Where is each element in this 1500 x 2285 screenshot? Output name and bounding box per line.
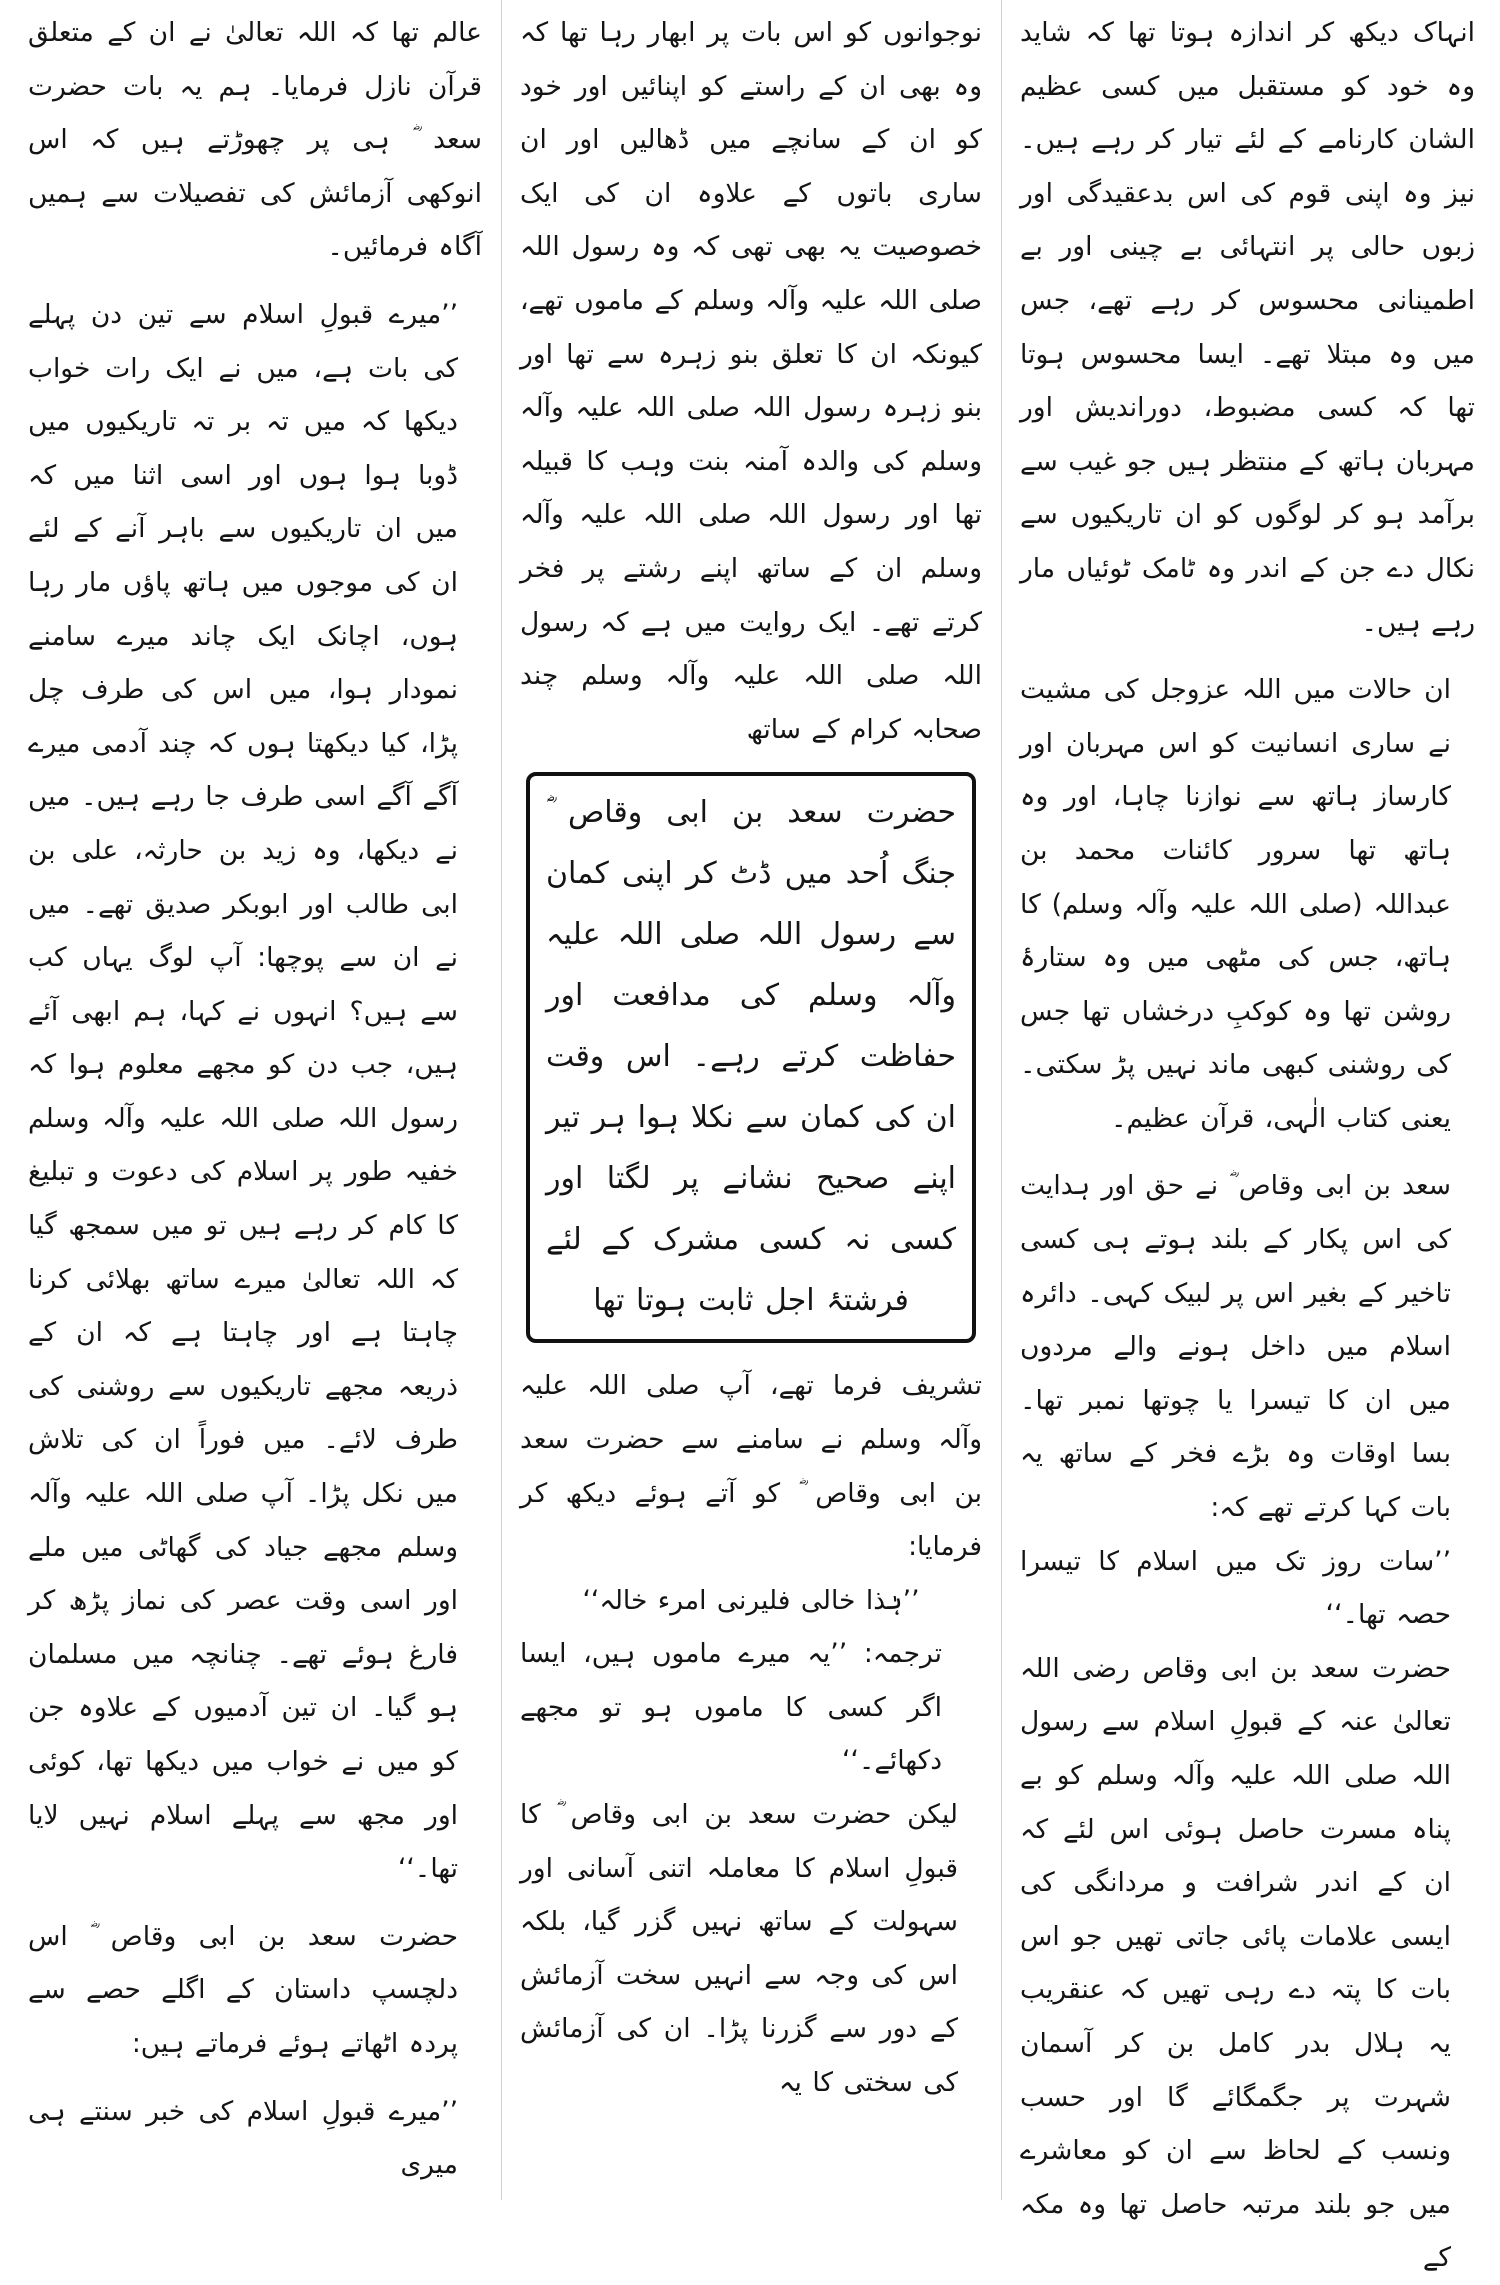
- quote: ’’میرے قبولِ اسلام کی خبر سنتے ہی میری: [28, 2095, 458, 2181]
- pull-quote-text: حضرت سعد بن ابی وقاص ؓ جنگ اُحد میں ڈٹ کر اپنی کمان سے رسول اللہ صلی اللہ علیہ وآلہ وسلم کی مدافعت اور حفاظت کرتے رہے۔ اس وقت ان کی کمان سے نکلا ہوا ہر تیر اپنے صحیح نشانے پر لگتا اور کسی نہ کسی مشرک کے لئے فرشتۂ اجل ثابت ہوتا تھا: [546, 795, 956, 1319]
- paragraph: نوجوانوں کو اس بات پر ابھار رہا تھا کہ وہ بھی ان کے راستے کو اپنائیں اور خود کو ان کے سانچے میں ڈھالیں اور ان ساری باتوں کے علاوہ ان کی ایک خصوصیت یہ بھی تھی کہ وہ رسول اللہ صلی اللہ علیہ وآلہ وسلم کے ماموں تھے، کیونکہ ان کا تعلق بنو زہرہ سے تھا اور بنو زہرہ رسول اللہ صلی اللہ علیہ وآلہ وسلم کی والدہ آمنہ بنت وہب کا قبیلہ تھا اور رسول اللہ صلی اللہ علیہ وآلہ وسلم ان کے ساتھ اپنے رشتے پر فخر کرتے تھے۔ ایک روایت میں ہے کہ رسول اللہ صلی اللہ علیہ وآلہ وسلم چند صحابہ کرام کے ساتھ: [520, 17, 982, 745]
- paragraph: انہاک دیکھ کر اندازہ ہوتا تھا کہ شاید وہ خود کو مستقبل میں کسی عظیم الشان کارنامے کے لئے تیار کر رہے ہیں۔ نیز وہ اپنی قوم کی اس بدعقیدگی اور زبوں حالی پر انتہائی بے چینی اور بے اطمینانی محسوس کر رہے تھے، جس میں وہ مبتلا تھے۔ ایسا محسوس ہوتا تھا کہ کسی مضبوط، دوراندیش اور مہربان ہاتھ کے منتظر ہیں جو غیب سے برآمد ہو کر لوگوں کو ان تاریکیوں سے نکال دے جن کے اندر وہ ٹامک ٹوئیاں مار رہے ہیں۔: [1020, 17, 1475, 638]
- quote: ’’سات روز تک میں اسلام کا تیسرا حصہ تھا۔‘‘: [1020, 1545, 1451, 1631]
- paragraph: حضرت سعد بن ابی وقاص رضی اللہ تعالیٰ عنہ کے قبولِ اسلام سے رسول اللہ صلی اللہ علیہ وآلہ وسلم کو بے پناہ مسرت حاصل ہوئی اس لئے کہ ان کے اندر شرافت و مردانگی کی ایسی علامات پائی جاتی تھیں جو اس بات کا پتہ دے رہی تھیں کہ عنقریب یہ ہلال بدر کامل بن کر آسمان شہرت پر جگمگائے گا اور حسب ونسب کے لحاظ سے ان کو معاشرے میں جو بلند مرتبہ حاصل تھا وہ مکہ کے: [1020, 1652, 1451, 2274]
- quote: ’’میرے قبولِ اسلام سے تین دن پہلے کی بات ہے، میں نے ایک رات خواب دیکھا کہ میں تہ بر تہ تاریکیوں میں ڈوبا ہوا ہوں اور اسی اثنا میں کہ میں ان تاریکیوں سے باہر آنے کے لئے ان کی موجوں میں ہاتھ پاؤں مار رہا ہوں، اچانک ایک چاند میرے سامنے نمودار ہوا، میں اس کی طرف چل پڑا، کیا دیکھتا ہوں کہ چند آدمی میرے آگے آگے اسی طرف جا رہے ہیں۔ میں نے دیکھا، وہ زید بن حارثہ، علی بن ابی طالب اور ابوبکر صدیق تھے۔ میں نے ان سے پوچھا: آپ لوگ یہاں کب سے ہیں؟ انہوں نے کہا، ہم ابھی آئے ہیں، جب دن کو مجھے معلوم ہوا کہ رسول اللہ صلی اللہ علیہ وآلہ وسلم خفیہ طور پر اسلام کی دعوت و تبلیغ کا کام کر رہے ہیں تو میں سمجھ گیا کہ اللہ تعالیٰ میرے ساتھ بھلائی کرنا چاہتا ہے اور چاہتا ہے کہ ان کے ذریعہ مجھے تاریکیوں سے روشنی کی طرف لائے۔ میں فوراً ان کی تلاش میں نکل پڑا۔ آپ صلی اللہ علیہ وآلہ وسلم مجھے جیاد کی گھاٹی میں ملے اور اسی وقت عصر کی نماز پڑھ کر فارغ ہوئے تھے۔ چنانچہ میں مسلمان ہو گیا۔ ان تین آدمیوں کے علاوہ جن کو میں نے خواب میں دیکھا تھا، کوئی اور مجھ سے پہلے اسلام نہیں لایا تھا۔‘‘: [28, 298, 458, 1885]
- article-column-right: [1020, 6, 1475, 2285]
- article-column-left: [28, 6, 482, 2192]
- paragraph: حضرت سعد بن ابی وقاص ؓ اس دلچسپ داستان کے اگلے حصے سے پردہ اٹھاتے ہوئے فرماتے ہیں:: [28, 1920, 458, 2059]
- column-divider: [1001, 0, 1002, 2200]
- paragraph: لیکن حضرت سعد بن ابی وقاص ؓ کا قبولِ اسلام کا معاملہ اتنی آسانی اور سہولت کے ساتھ نہیں گزر گیا، بلکہ اس کی وجہ سے انہیں سخت آزمائش کے دور سے گزرنا پڑا۔ ان کی آزمائش کی سختی کا یہ: [520, 1799, 958, 2099]
- paragraph: ان حالات میں اللہ عزوجل کی مشیت نے ساری انسانیت کو اس مہربان اور کارساز ہاتھ سے نوازنا چاہا، اور وہ ہاتھ تھا سرور کائنات محمد بن عبداللہ (صلی اللہ علیہ وآلہ وسلم) کا ہاتھ، جس کی مٹھی میں وہ ستارۂ روشن تھا وہ کوکبِ درخشاں تھا جس کی روشنی کبھی ماند نہیں پڑ سکتی۔ یعنی کتاب الٰہی، قرآن عظیم۔: [1020, 674, 1451, 1134]
- column-divider: [501, 0, 502, 2200]
- paragraph: عالم تھا کہ اللہ تعالیٰ نے ان کے متعلق قرآن نازل فرمایا۔ ہم یہ بات حضرت سعد ؓ ہی پر چھوڑتے ہیں کہ اس انوکھی آزمائش کی تفصیلات سے ہمیں آگاہ فرمائیں۔: [28, 17, 482, 263]
- pull-quote-box: [526, 772, 976, 1343]
- arabic-hadith: ’’ہٰذا خالی فلیرنی امرء خالہ‘‘: [582, 1584, 920, 1616]
- translation: ترجمہ: ’’یہ میرے ماموں ہیں، ایسا اگر کسی کا ماموں ہو تو مجھے دکھائے۔‘‘: [520, 1638, 942, 1777]
- article-column-middle: [520, 6, 982, 2110]
- paragraph: تشریف فرما تھے، آپ صلی اللہ علیہ وآلہ وسلم نے سامنے سے حضرت سعد بن ابی وقاص ؓ کو آتے ہوئے دیکھ کر فرمایا:: [520, 1370, 982, 1563]
- paragraph: سعد بن ابی وقاص ؓ نے حق اور ہدایت کی اس پکار کے بلند ہوتے ہی کسی تاخیر کے بغیر اس پر لبیک کہی۔ دائرہ اسلام میں داخل ہونے والے مردوں میں ان کا تیسرا یا چوتھا نمبر تھا۔ بسا اوقات وہ بڑے فخر کے ساتھ یہ بات کہا کرتے تھے کہ:: [1020, 1170, 1451, 1524]
